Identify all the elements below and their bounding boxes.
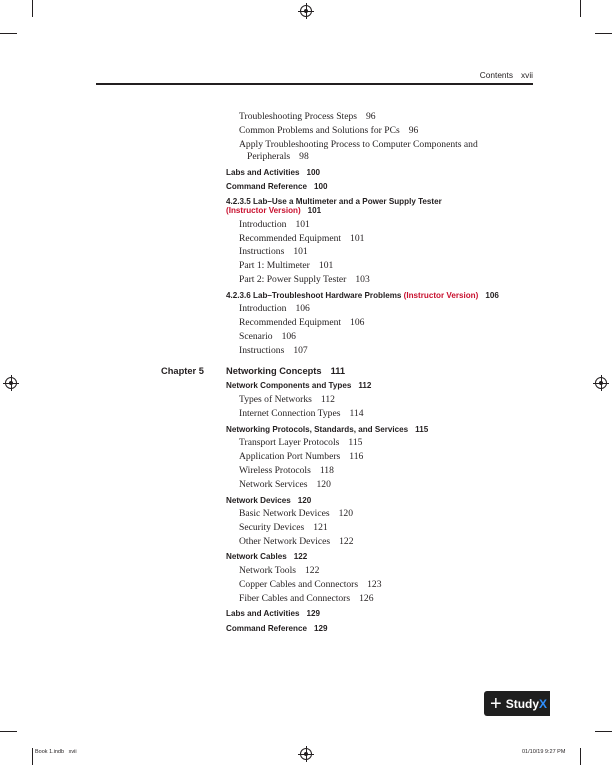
toc-entry: Other Network Devices 122: [239, 536, 354, 547]
toc-entry: Instructions 107: [239, 345, 308, 356]
running-head-title: Contents: [479, 70, 514, 80]
toc-section: Command Reference 100: [226, 182, 328, 191]
toc-entry: Common Problems and Solutions for PCs 96: [239, 125, 419, 136]
toc-section: 4.2.3.5 Lab–Use a Multimeter and a Power Supply Tester: [226, 197, 442, 206]
toc-entry: Apply Troubleshooting Process to Computer Components and: [239, 139, 478, 150]
running-head-page: xvii: [521, 70, 533, 80]
toc-entry: Instructions 101: [239, 246, 308, 257]
studyx-badge[interactable]: [484, 691, 550, 716]
studyx-wordmark: StudyX: [505, 696, 548, 711]
toc-entry: Internet Connection Types 114: [239, 408, 364, 419]
plus-icon: +: [490, 692, 502, 715]
toc-entry: Troubleshooting Process Steps 96: [239, 111, 376, 122]
instructor-version-tag: (Instructor Version): [226, 206, 301, 215]
toc-section: Network Components and Types 112: [226, 381, 372, 390]
toc-section: Labs and Activities 129: [226, 609, 320, 618]
toc-entry: Recommended Equipment 106: [239, 317, 365, 328]
toc-entry: Recommended Equipment 101: [239, 233, 365, 244]
toc-section: Network Cables 122: [226, 552, 308, 561]
toc-entry: Network Tools 122: [239, 565, 320, 576]
toc-entry: Fiber Cables and Connectors 126: [239, 593, 374, 604]
toc-entry: Security Devices 121: [239, 522, 328, 533]
toc-section: Network Devices 120: [226, 496, 312, 505]
toc-entry: Network Services 120: [239, 479, 331, 490]
instructor-version-tag: (Instructor Version): [403, 291, 479, 300]
toc-entry: Introduction 101: [239, 219, 310, 230]
toc-section: 4.2.3.6 Lab–Troubleshoot Hardware Problems (Instructor Version) 106: [226, 291, 499, 300]
toc-entry: Part 1: Multimeter 101: [239, 260, 334, 271]
toc-entry: Types of Networks 112: [239, 394, 335, 405]
toc-entry: Basic Network Devices 120: [239, 508, 353, 519]
toc-entry-continuation: Peripherals 98: [247, 151, 309, 162]
toc-section: Networking Protocols, Standards, and Services 115: [226, 425, 429, 434]
toc-section: Labs and Activities 100: [226, 168, 320, 177]
toc-entry: Wireless Protocols 118: [239, 465, 334, 476]
chapter-title: Networking Concepts 111: [226, 366, 346, 376]
toc-section-continuation: (Instructor Version) 101: [226, 206, 322, 215]
toc-entry: Transport Layer Protocols 115: [239, 437, 363, 448]
toc-entry: Copper Cables and Connectors 123: [239, 579, 382, 590]
footer-file-info: Book 1.indb xvii: [35, 749, 77, 755]
toc-section: Command Reference 129: [226, 624, 328, 633]
toc-entry: Part 2: Power Supply Tester 103: [239, 274, 370, 285]
chapter-label: Chapter 5: [161, 366, 204, 376]
toc-entry: Application Port Numbers 116: [239, 451, 364, 462]
toc-entry: Introduction 106: [239, 303, 310, 314]
footer-datetime: 01/10/19 9:27 PM: [522, 749, 566, 755]
toc-entry: Scenario 106: [239, 331, 296, 342]
